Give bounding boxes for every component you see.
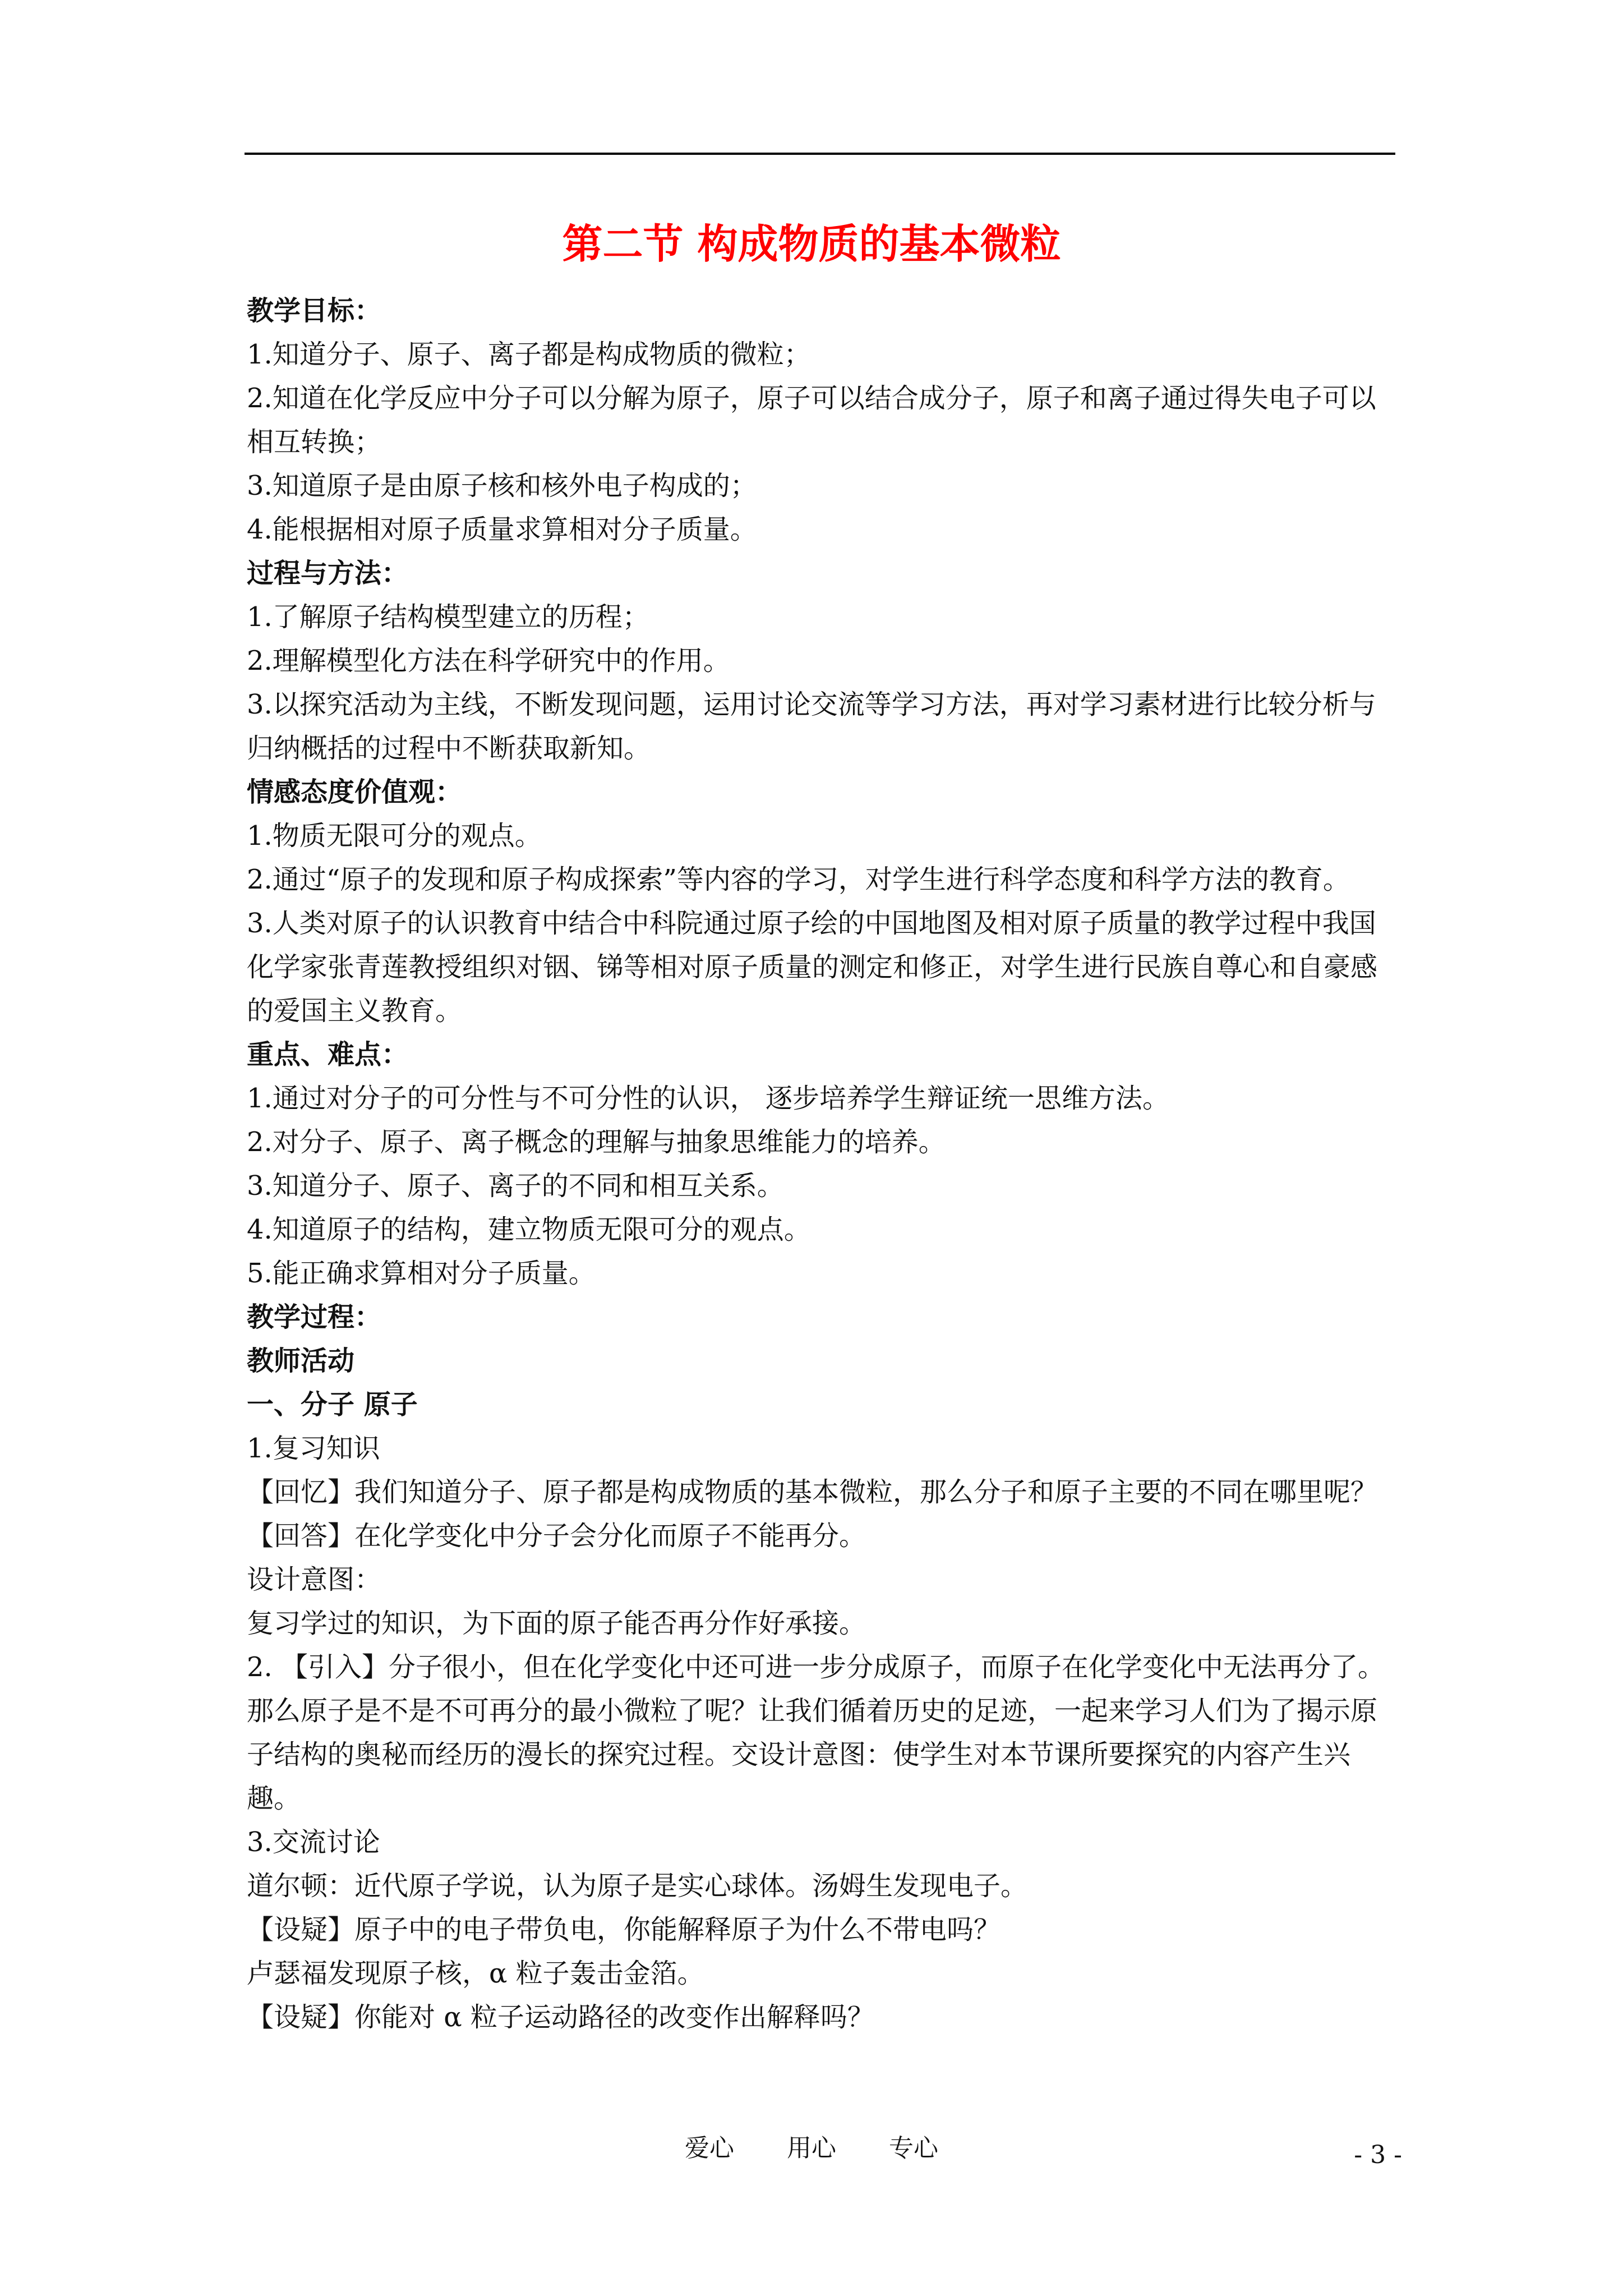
paragraph: 1.了解原子结构模型建立的历程；	[247, 601, 649, 633]
paragraph: 卢瑟福发现原子核，α 粒子轰击金箔。	[247, 1958, 704, 1989]
section-heading: 教学目标：	[247, 295, 382, 326]
paragraph: 2.通过“原子的发现和原子构成探索”等内容的学习，对学生进行科学态度和科学方法的教育。	[247, 864, 1350, 895]
paragraph: 2.理解模型化方法在科学研究中的作用。	[247, 645, 730, 677]
footer-word: 爱心	[685, 2134, 734, 2162]
paragraph: 1.知道分子、原子、离子都是构成物质的微粒；	[247, 339, 811, 370]
paragraph: 【回忆】我们知道分子、原子都是构成物质的基本微粒，那么分子和原子主要的不同在哪里呢？	[247, 1476, 1378, 1508]
page-title: 第二节 构成物质的基本微粒	[562, 220, 1061, 268]
section-heading: 过程与方法：	[247, 558, 409, 589]
document-body	[247, 289, 1396, 2140]
paragraph: 道尔顿：近代原子学说，认为原子是实心球体。汤姆生发现电子。	[247, 1870, 1028, 1902]
footer-word: 用心	[787, 2134, 836, 2162]
paragraph: 2.对分子、原子、离子概念的理解与抽象思维能力的培养。	[247, 1126, 946, 1158]
section-heading: 重点、难点：	[247, 1039, 409, 1070]
paragraph: 3.知道原子是由原子核和核外电子构成的；	[247, 470, 757, 501]
paragraph: 3.人类对原子的认识教育中结合中科院通过原子绘的中国地图及相对原子质量的教学过程中我国化学家张青莲教授组织对铟、锑等相对原子质量的测定和修正，对学生进行民族自尊心和自豪感的爱国主义教育。	[247, 908, 1378, 1027]
section-heading: 教师活动	[247, 1345, 355, 1377]
paragraph: 【回答】在化学变化中分子会分化而原子不能再分。	[247, 1520, 866, 1552]
section-heading: 一、分子 原子	[247, 1389, 418, 1420]
paragraph: 复习学过的知识，为下面的原子能否再分作好承接。	[247, 1608, 866, 1639]
paragraph: 3.交流讨论	[247, 1826, 380, 1858]
paragraph: 设计意图：	[247, 1564, 382, 1595]
paragraph: 3.以探究活动为主线，不断发现问题，运用讨论交流等学习方法，再对学习素材进行比较分析与归纳概括的过程中不断获取新知。	[247, 689, 1376, 764]
section-heading: 情感态度价值观：	[247, 776, 463, 808]
section-heading: 教学过程：	[247, 1301, 382, 1333]
paragraph: 3.知道分子、原子、离子的不同和相互关系。	[247, 1170, 784, 1202]
footer-word: 专心	[889, 2134, 938, 2162]
paragraph: 【设疑】你能对 α 粒子运动路径的改变作出解释吗？	[247, 2001, 874, 2033]
header-rule	[245, 153, 1395, 155]
paragraph: 5.能正确求算相对分子质量。	[247, 1258, 596, 1289]
paragraph: 2.知道在化学反应中分子可以分解为原子，原子可以结合成分子，原子和离子通过得失电子可以相互转换；	[247, 383, 1376, 458]
paragraph: 4.知道原子的结构，建立物质无限可分的观点。	[247, 1214, 811, 1245]
paragraph: 4.能根据相对原子质量求算相对分子质量。	[247, 514, 757, 545]
page-number: - 3 -	[1354, 2141, 1402, 2169]
paragraph: 1.物质无限可分的观点。	[247, 820, 542, 852]
paragraph: 1.通过对分子的可分性与不可分性的认识， 逐步培养学生辩证统一思维方法。	[247, 1083, 1170, 1114]
paragraph: 【设疑】原子中的电子带负电，你能解释原子为什么不带电吗？	[247, 1914, 1001, 1945]
paragraph: 1.复习知识	[247, 1433, 380, 1464]
paragraph: 2. 【引入】分子很小，但在化学变化中还可进一步分成原子，而原子在化学变化中无法再分了。那么原子是不是不可再分的最小微粒了呢？让我们循着历史的足迹，一起来学习人们为了揭示原子结构的奥秘而经历的漫长的探究过程。交设计意图：使学生对本节课所要探究的内容产生兴趣。	[247, 1651, 1385, 1814]
